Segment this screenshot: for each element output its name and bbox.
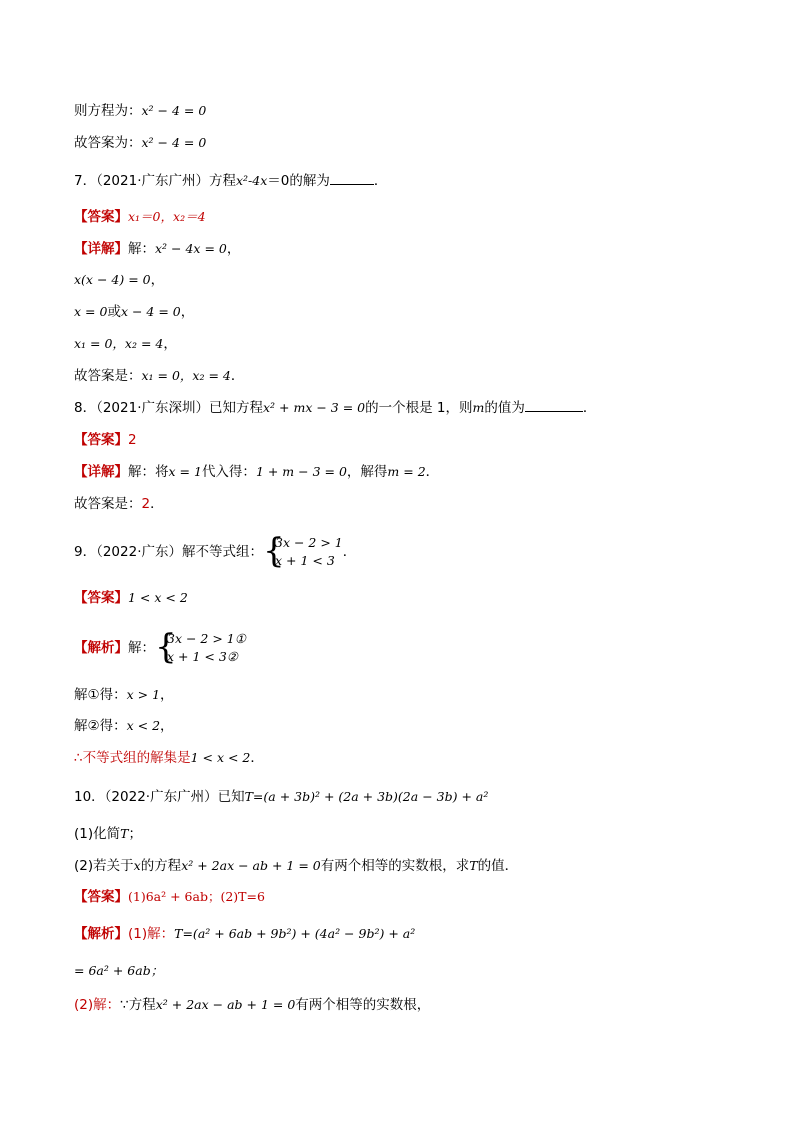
question-text: 9．（2022·广东）解不等式组： xyxy=(74,544,263,560)
analysis-tag: 【解析】 xyxy=(74,926,128,942)
analysis-text: (1)解： xyxy=(128,926,175,942)
answer-tag: 【答案】 xyxy=(74,209,128,225)
step-1 xyxy=(74,271,164,289)
line-label: 故答案为： xyxy=(74,135,142,151)
analysis-text: 有两个相等的实数根， xyxy=(295,997,431,1013)
line-answer-result xyxy=(74,134,206,152)
question-text: ． xyxy=(582,400,597,416)
punctuation: ． xyxy=(342,544,357,560)
math-variable: T xyxy=(120,826,129,841)
punctuation: ． xyxy=(250,750,264,766)
line-label: 故答案是： xyxy=(74,368,142,384)
answer-8 xyxy=(74,431,137,449)
analysis-10 xyxy=(74,925,415,943)
punctuation: ， xyxy=(180,304,195,320)
math-expression: m = 2 xyxy=(387,464,426,479)
line-label: ∴不等式组的解集是 xyxy=(74,750,191,766)
math-expression: x < 2 xyxy=(126,718,161,733)
detail-7 xyxy=(74,240,240,258)
question-text: 的值为 xyxy=(484,400,525,416)
summary-8 xyxy=(74,495,164,513)
analysis-text: (2)解： xyxy=(74,997,121,1013)
answer-value: x₁＝0，x₂＝4 xyxy=(128,209,206,224)
question-text: ＝0的解为 xyxy=(267,173,330,189)
math-variable: m xyxy=(472,400,485,415)
line-label: 故答案是： xyxy=(74,496,142,512)
analysis-10-line-3 xyxy=(74,996,430,1014)
line-label: 则方程为： xyxy=(74,103,142,119)
inequality-row: x + 1 < 3 xyxy=(275,553,335,568)
math-variable: T xyxy=(469,858,478,873)
inequality-system xyxy=(263,531,343,571)
math-expression: x²-4x xyxy=(236,173,268,188)
line-equation-result xyxy=(74,102,206,120)
math-expression: x = 1 xyxy=(168,464,202,479)
question-text: 的方程 xyxy=(140,858,182,874)
math-expression: x − 4 = 0 xyxy=(120,304,181,319)
line-label: 解①得： xyxy=(74,687,127,703)
question-text: 7．（2021·广东广州）方程 xyxy=(74,173,236,189)
inequality-system xyxy=(155,627,246,667)
math-expression: 1 + m − 3 = 0 xyxy=(255,464,347,479)
question-text: (1)化简 xyxy=(74,826,121,842)
punctuation: ． xyxy=(150,496,164,512)
result-2 xyxy=(74,717,174,735)
analysis-9 xyxy=(74,627,246,667)
math-expression: x² + 2ax − ab + 1 = 0 xyxy=(155,997,296,1012)
detail-text: ，解得 xyxy=(346,464,388,480)
question-10-part-2 xyxy=(74,857,518,875)
line-label: 解②得： xyxy=(74,718,127,734)
punctuation: ， xyxy=(160,687,174,703)
analysis-text: 解： xyxy=(128,640,155,656)
math-expression: = 6a² + 6ab； xyxy=(74,963,164,978)
analysis-tag: 【解析】 xyxy=(74,640,128,656)
detail-text: 解： xyxy=(128,241,155,257)
result-1 xyxy=(74,686,174,704)
math-expression: T=(a² + 6ab + 9b²) + (4a² − 9b²) + a² xyxy=(174,926,416,941)
punctuation: ， xyxy=(160,718,174,734)
step-2 xyxy=(74,303,194,321)
answer-value: 2 xyxy=(128,432,137,448)
answer-7 xyxy=(74,208,206,226)
question-9 xyxy=(74,531,357,571)
question-text: 的值． xyxy=(477,858,519,874)
punctuation: ． xyxy=(425,464,440,480)
math-variable: x xyxy=(133,858,141,873)
math-expression: x₁ = 0，x₂ = 4 xyxy=(141,368,231,383)
punctuation: ； xyxy=(128,826,142,842)
answer-9 xyxy=(74,589,188,607)
math-expression: x² + mx − 3 = 0 xyxy=(263,400,366,415)
math-expression: x² − 4 = 0 xyxy=(141,103,207,118)
brace-icon: { xyxy=(155,627,177,667)
math-expression: x₁ = 0，x₂ = 4 xyxy=(74,336,164,351)
question-7 xyxy=(74,172,387,190)
punctuation: ， xyxy=(150,272,165,288)
inequality-row: x + 1 < 3② xyxy=(167,649,239,664)
question-text: ． xyxy=(373,173,388,189)
detail-text: 或 xyxy=(107,304,121,320)
step-4 xyxy=(74,367,244,385)
inequality-row: 3x − 2 > 1① xyxy=(167,631,246,646)
detail-tag: 【详解】 xyxy=(74,464,128,480)
punctuation: ， xyxy=(163,336,177,352)
detail-text: 代入得： xyxy=(201,464,256,480)
analysis-10-line-2 xyxy=(74,962,163,980)
answer-tag: 【答案】 xyxy=(74,432,128,448)
math-expression: T=(a + 3b)² + (2a + 3b)(2a − 3b) + a² xyxy=(244,789,489,804)
answer-value: 1 < x < 2 xyxy=(128,590,188,605)
answer-10 xyxy=(74,888,265,906)
detail-tag: 【详解】 xyxy=(74,241,128,257)
math-expression: x² − 4 = 0 xyxy=(141,135,207,150)
question-text: 8．（2021·广东深圳）已知方程 xyxy=(74,400,263,416)
question-8 xyxy=(74,399,596,417)
result-3 xyxy=(74,749,264,767)
question-10 xyxy=(74,788,488,806)
question-text: 的一个根是 1，则 xyxy=(365,400,473,416)
math-expression: x(x − 4) = 0 xyxy=(74,272,151,287)
inequality-row: 3x − 2 > 1 xyxy=(275,535,343,550)
answer-tag: 【答案】 xyxy=(74,889,128,905)
brace-icon: { xyxy=(263,531,285,571)
question-text: (2)若关于 xyxy=(74,858,134,874)
math-expression: 1 < x < 2 xyxy=(190,750,251,765)
question-10-part-1 xyxy=(74,825,142,843)
detail-text: 解：将 xyxy=(128,464,169,480)
punctuation: ． xyxy=(230,368,245,384)
math-expression: x² + 2ax − ab + 1 = 0 xyxy=(181,858,321,873)
step-3 xyxy=(74,335,177,353)
analysis-text: ∵方程 xyxy=(120,997,156,1013)
detail-text: ， xyxy=(226,241,241,257)
math-expression: x² − 4x = 0 xyxy=(155,241,227,256)
answer-value: (1)6a² + 6ab；(2)T=6 xyxy=(128,889,265,904)
detail-8 xyxy=(74,463,439,481)
math-expression: x > 1 xyxy=(126,687,161,702)
question-text: 有两个相等的实数根，求 xyxy=(320,858,470,874)
answer-blank xyxy=(330,172,374,185)
answer-blank xyxy=(525,399,583,412)
answer-value: 2 xyxy=(141,496,151,512)
question-text: 10．（2022·广东广州）已知 xyxy=(74,789,245,805)
answer-tag: 【答案】 xyxy=(74,590,128,606)
math-expression: x = 0 xyxy=(74,304,108,319)
